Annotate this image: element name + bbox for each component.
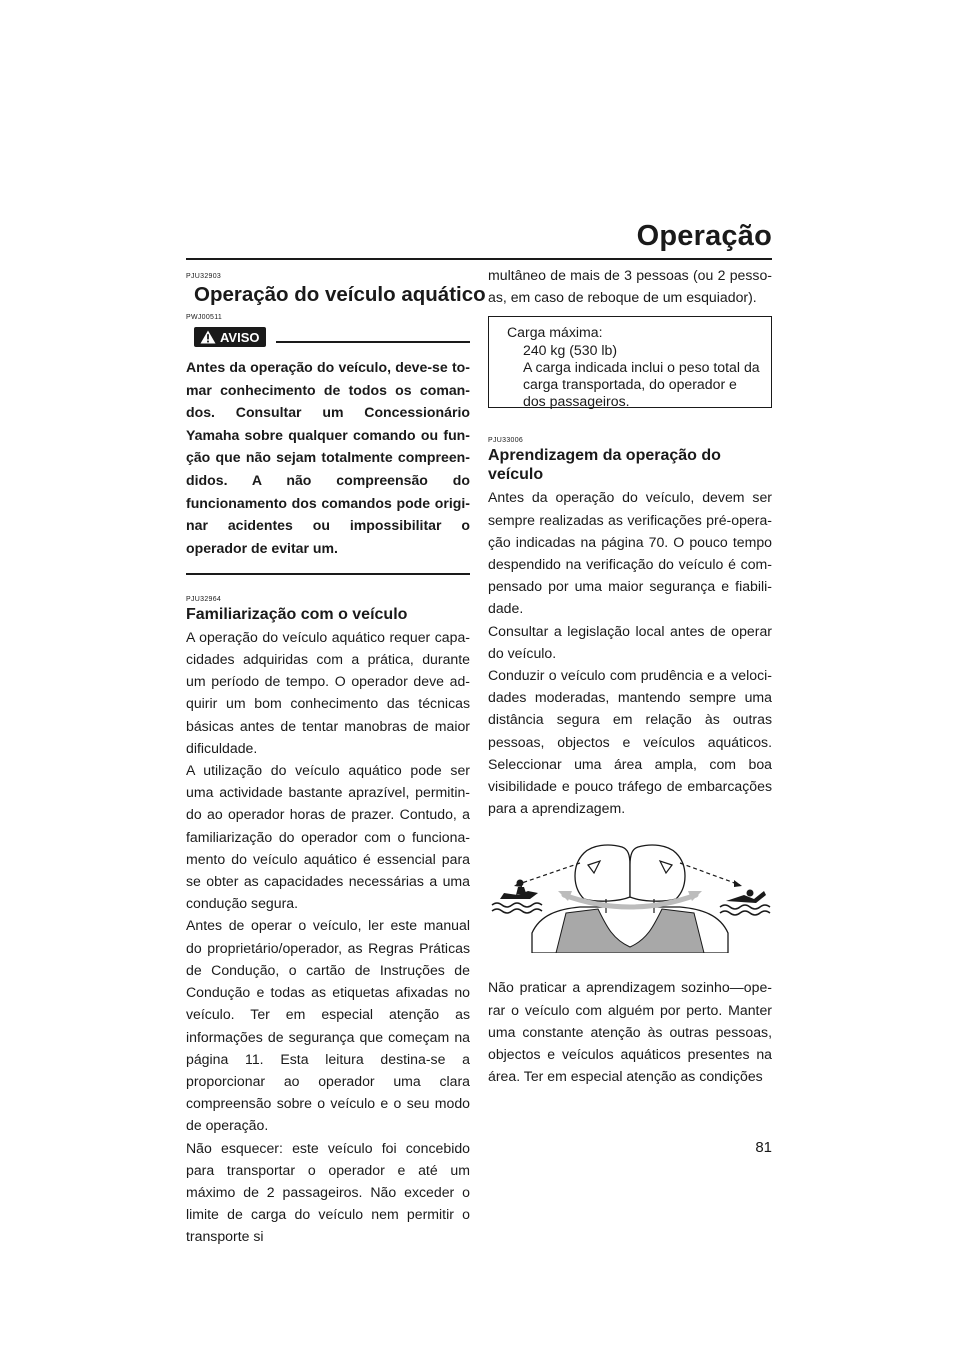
head-right-icon [630,845,685,901]
swimmer-icon [720,890,770,916]
section-title: Operação do veículo aquático [194,283,486,306]
header-rule [186,258,772,260]
warning-header [186,326,470,348]
watercraft-icon [492,880,542,914]
paragraph: A operação do veículo aquático requer capacidades adquiridas com a prática, durante um período de tempo. O operador deve adquirir um bom conhecimento das técnicas básicas antes de tentar manobras de maior dificuldade. [186,628,470,756]
paragraph: Não praticar a aprendizagem sozinho—operar o veículo com alguém por perto. Manter uma constante atenção às outras pessoas, objectos e veículos aquáticos presentes na área. Ter em especial atenção as condições [488,979,772,1085]
subsection-title: Familiarização com o veículo [186,605,408,623]
paragraph: Antes de operar o veículo, ler este manual do proprietário/operador, as Regras Práticas de Condução, o cartão de Instruções de Condução e todas as etiquetas afixadas no veículo. Ter em especial atenção as informações de segurança que começam na página 11. Esta leitura destina-se a proporcionar ao operador uma clara compreensão sobre o veículo e o seu modo de operação. [186,917,470,1134]
warning-end-rule [186,573,470,575]
sight-line-left [516,863,580,885]
lookout-illustration [488,835,772,953]
paragraph: Antes da operação do veículo, devem ser sempre realizadas as verificações pré-operação indicadas na página 70. O pouco tempo despendido na verificação do veículo é compensado por uma maior segurança e fiabilidade. [488,489,772,617]
right-column [488,264,772,1087]
page-number: 81 [755,1139,772,1156]
subsection-title: Aprendizagem da operação do veículo [488,447,721,484]
page-title: Operação [636,220,772,252]
paragraph: Não esquecer: este veículo foi concebido para transportar o operador e até um máximo de 2 passageiros. Não exceder o limite de carga do veículo nem permitir o transporte si [186,1139,470,1245]
max-load-value: 240 kg (530 lb) [523,341,618,358]
paragraph: A utilização do veículo aquático pode ser uma actividade bastante aprazível, permitindo ao operador horas de prazer. Contudo, a familiarização do operador com o funcionamento do veículo aquático é essencial para se obter as capacidades necessárias a uma condução segura. [186,762,470,912]
section-code: PJU32903 [186,273,222,280]
warning-text: Antes da operação do veículo, deve-se tomar conhecimento de todos os comandos. Consultar um Concessionário Yamaha sobre qualquer comando ou função que não sejam totalmente compreendidos. A não compreensão do funcionamento dos comandos pode originar acidentes ou impossibilitar o operador de evitar um. [186,359,470,556]
warning-rule [276,341,471,343]
aviso-badge [194,327,266,347]
subsection-code: PJU32964 [186,595,222,603]
left-column [186,272,486,1248]
warning-triangle-icon [200,330,216,344]
aviso-label: AVISO [220,329,260,345]
max-load-box [488,316,772,408]
paragraph: Consultar a legislação local antes de operar do veículo. [488,622,772,661]
paragraph: Conduzir o veículo com prudência e a velocidades moderadas, mantendo sempre uma distância segura em relação às outras pessoas, objectos e veículos aquáticos. Seleccionar uma área ampla, com boa visibilidade e pouco tráfego de embarcações para a aprendizagem. [488,667,772,817]
warning-code: PWJ00511 [186,314,223,321]
head-left-icon [575,845,630,901]
max-load-note: A carga indicada inclui o peso total da carga transportada, do operador e dos passageiros. [523,358,760,410]
sight-line-right [680,863,740,885]
subsection-code: PJU33006 [488,437,524,445]
max-load-heading: Carga máxima: [507,324,603,341]
paragraph-continued: multâneo de mais de 3 pessoas (ou 2 pessoas, em caso de reboque de um esquiador). [488,267,772,306]
